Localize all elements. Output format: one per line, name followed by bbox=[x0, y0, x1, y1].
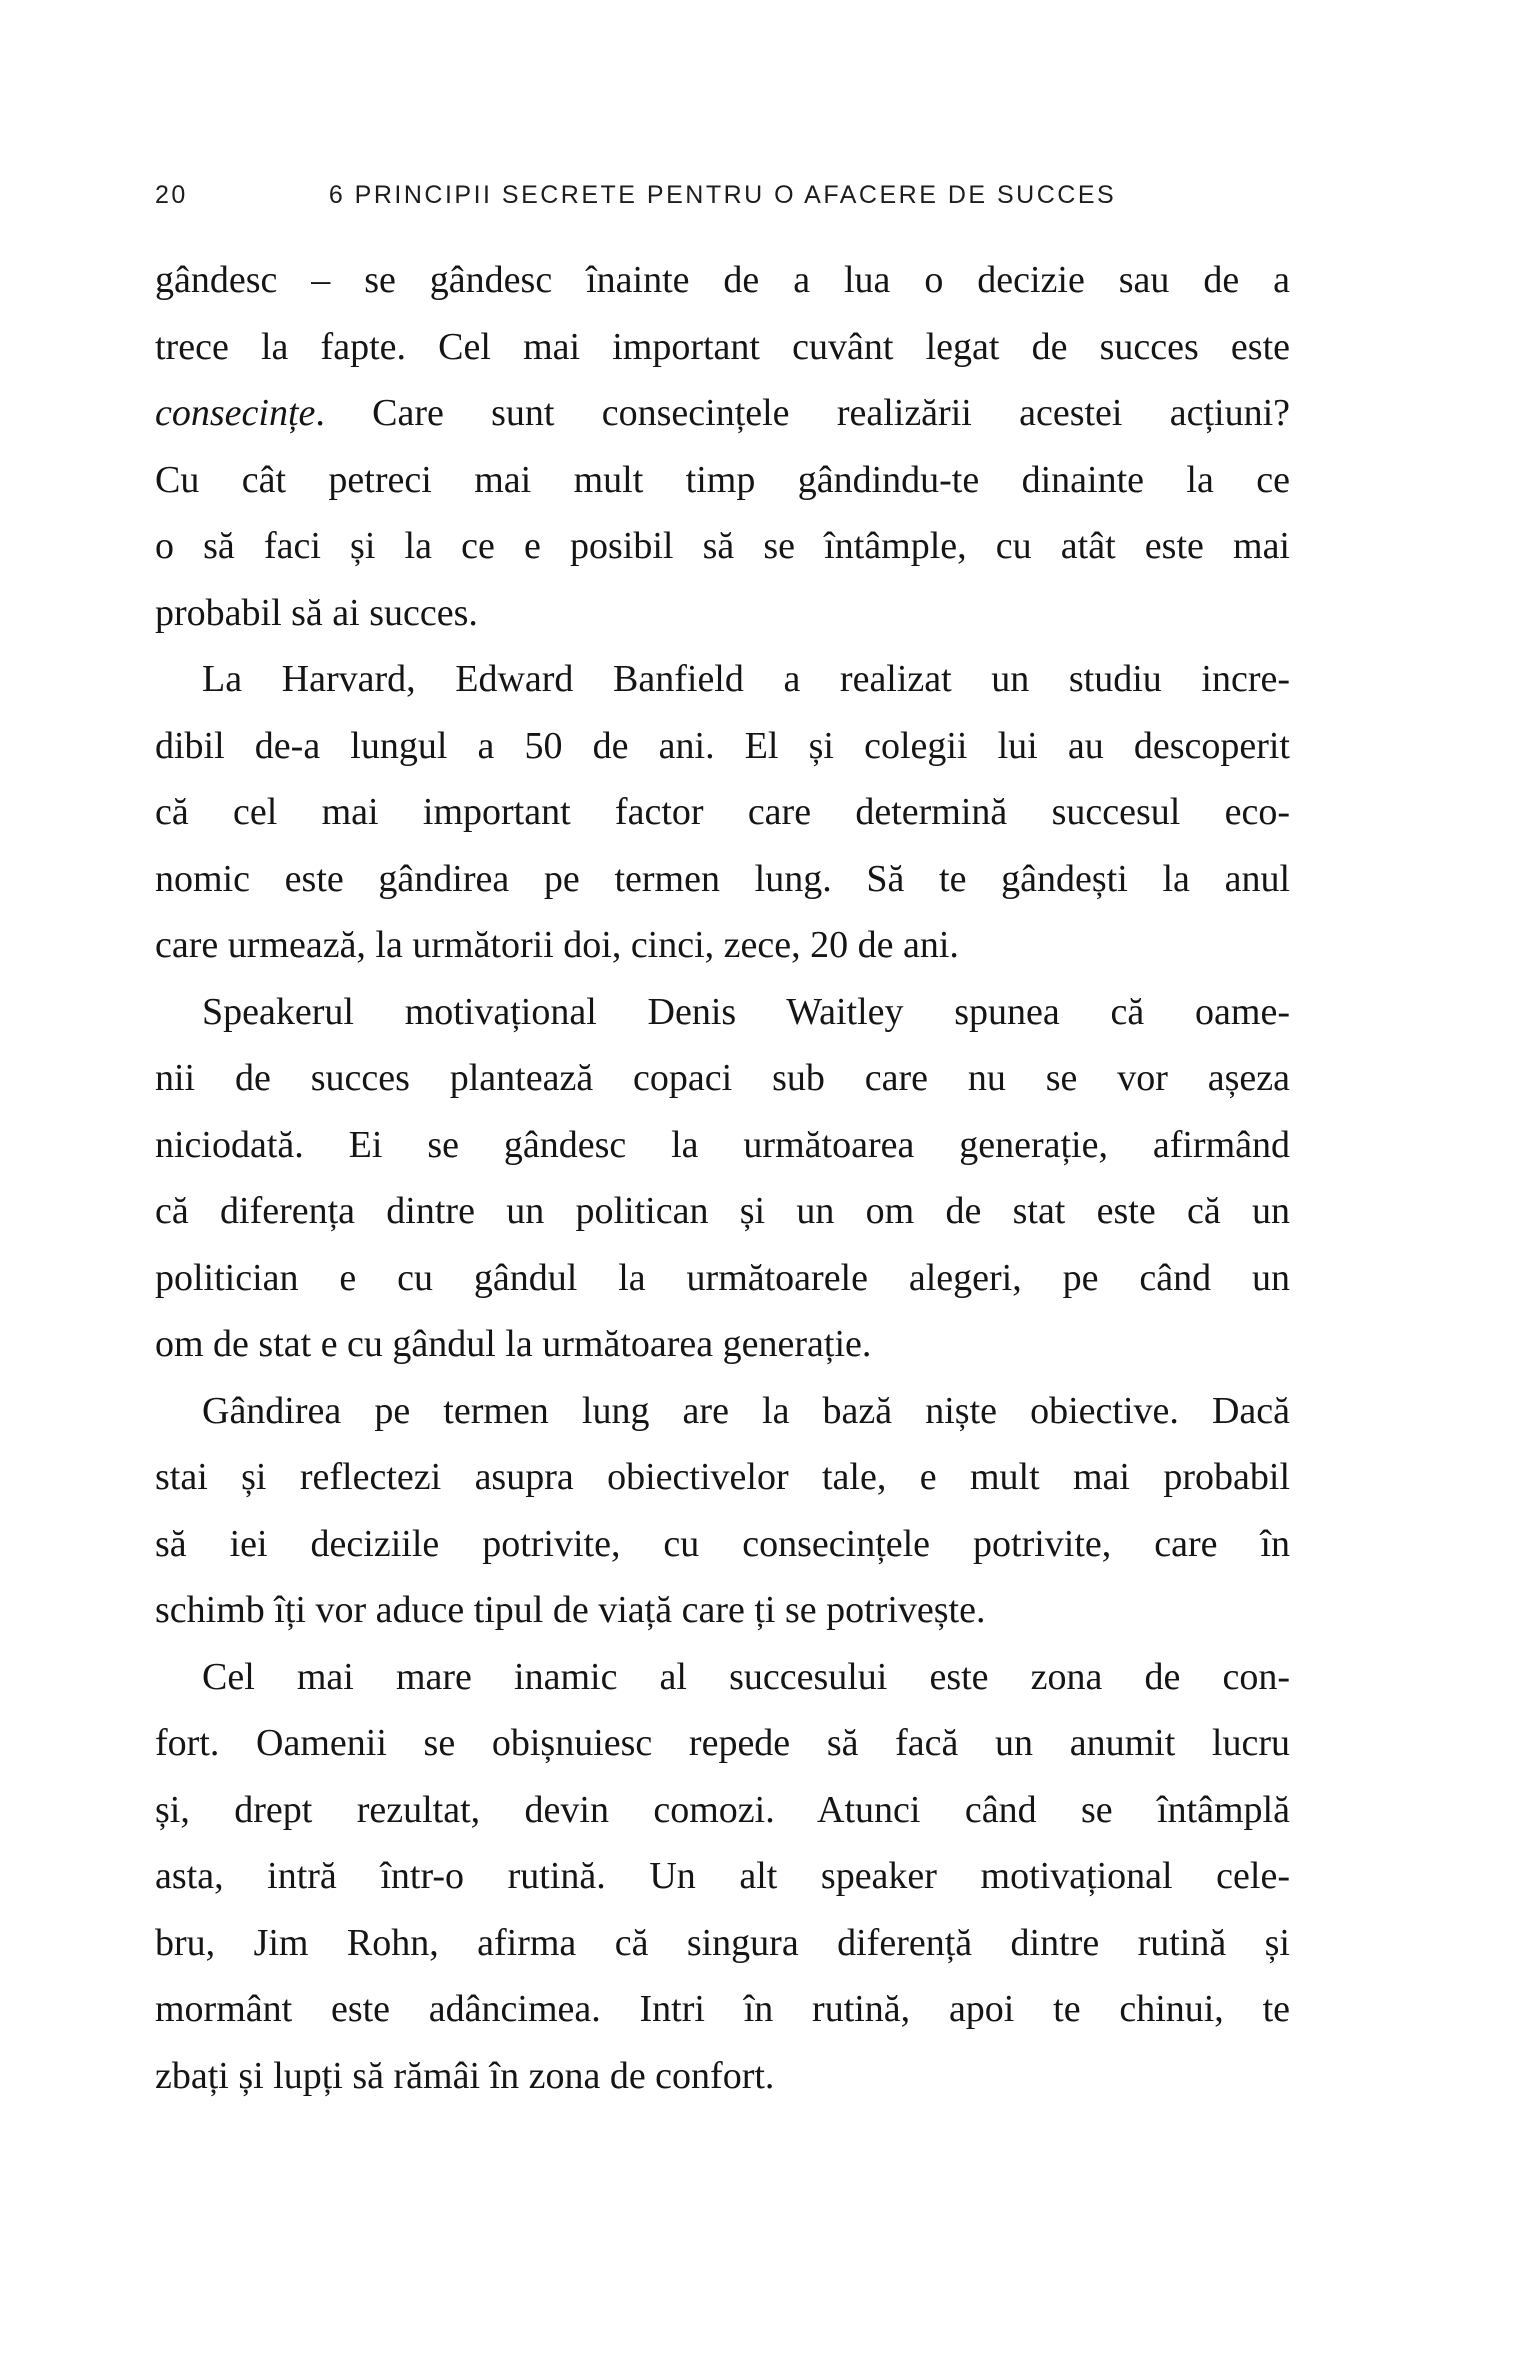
line-text: . Care sunt consecințele realizării acestei acțiuni? bbox=[315, 392, 1290, 434]
text-line: nii de succes plantează copaci sub care nu se vor așeza bbox=[155, 1057, 1290, 1099]
text-line: fort. Oamenii se obișnuiesc repede să facă un anumit lucru bbox=[155, 1722, 1290, 1764]
text-line: Cu cât petreci mai mult timp gândindu-te dinainte la ce bbox=[155, 458, 1290, 501]
text-line: Speakerul motivațional Denis Waitley spunea că oame- bbox=[202, 990, 1290, 1033]
text-line: dibil de-a lungul a 50 de ani. El și colegii lui au descoperit bbox=[155, 724, 1290, 767]
text-line: probabil să ai succes. bbox=[155, 591, 478, 634]
text-line: stai și reflectezi asupra obiectivelor tale, e mult mai probabil bbox=[155, 1456, 1290, 1498]
text-line: care urmează, la următorii doi, cinci, zece, 20 de ani. bbox=[155, 924, 959, 966]
text-line: Gândirea pe termen lung are la bază niște obiective. Dacă bbox=[202, 1389, 1290, 1432]
text-line: La Harvard, Edward Banfield a realizat un studiu incre- bbox=[202, 658, 1290, 700]
text-line: că diferența dintre un politican și un om de stat este că un bbox=[155, 1190, 1290, 1232]
page-number: 20 bbox=[155, 181, 188, 209]
text-line: Cel mai mare inamic al succesului este zona de con- bbox=[202, 1655, 1290, 1698]
text-line: niciodată. Ei se gândesc la următoarea generație, afirmând bbox=[155, 1123, 1290, 1166]
text-line: zbați și lupți să rămâi în zona de confort. bbox=[155, 2054, 775, 2097]
emphasized-word: consecințe bbox=[155, 392, 316, 434]
text-line: politician e cu gândul la următoarele alegeri, pe când un bbox=[155, 1256, 1290, 1299]
text-line bbox=[155, 380, 1290, 447]
page-body bbox=[155, 247, 1290, 2109]
text-line: o să faci și la ce e posibil să se întâmple, cu atât este mai bbox=[155, 525, 1290, 567]
text-line: schimb îți vor aduce tipul de viață care ți se potrivește. bbox=[155, 1589, 986, 1631]
text-line: nomic este gândirea pe termen lung. Să te gândești la anul bbox=[155, 857, 1290, 900]
text-line: bru, Jim Rohn, afirma că singura diferență dintre rutină și bbox=[155, 1921, 1290, 1964]
text-line: asta, intră într-o rutină. Un alt speaker motivațional cele- bbox=[155, 1855, 1290, 1897]
text-line: că cel mai important factor care determină succesul eco- bbox=[155, 791, 1290, 833]
running-title: 6 PRINCIPII SECRETE PENTRU O AFACERE DE SUCCES bbox=[328, 181, 1117, 209]
text-line: om de stat e cu gândul la următoarea generație. bbox=[155, 1323, 872, 1365]
text-line: gândesc – se gândesc înainte de a lua o decizie sau de a bbox=[155, 259, 1290, 301]
text-line: trece la fapte. Cel mai important cuvânt legat de succes este bbox=[155, 325, 1290, 368]
text-line: să iei deciziile potrivite, cu consecințele potrivite, care în bbox=[155, 1522, 1290, 1565]
page-header bbox=[155, 181, 1290, 215]
text-line: mormânt este adâncimea. Intri în rutină, apoi te chinui, te bbox=[155, 1988, 1290, 2030]
text-line: și, drept rezultat, devin comozi. Atunci când se întâmplă bbox=[155, 1788, 1290, 1831]
